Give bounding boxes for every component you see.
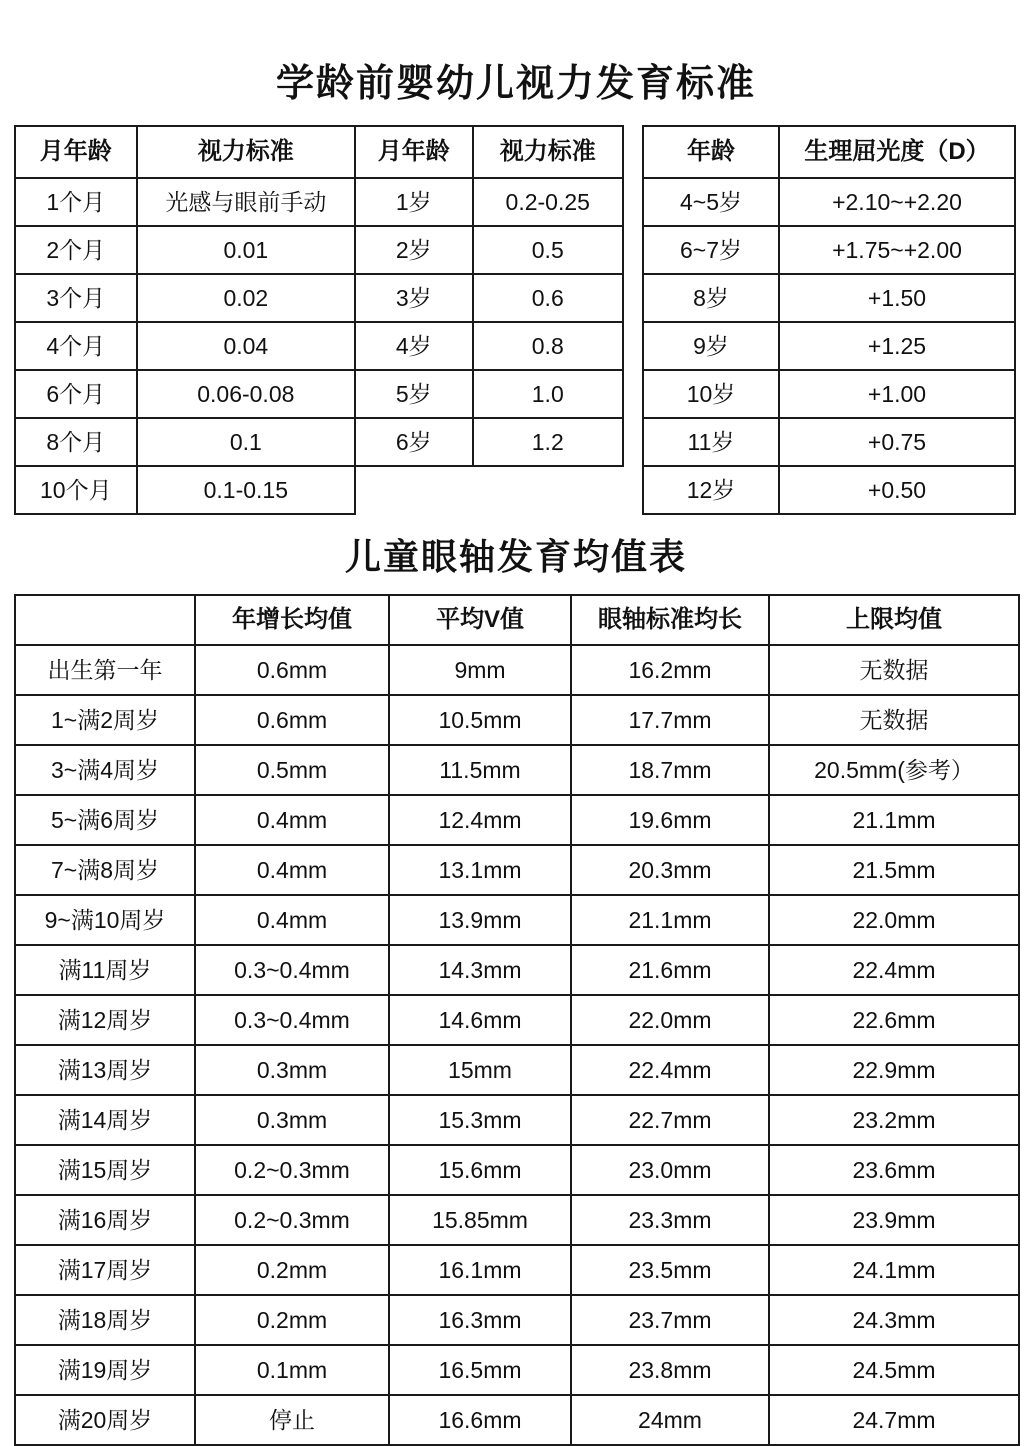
cell-upper-limit: 24.5mm [769,1345,1019,1395]
page-title: 学龄前婴幼儿视力发育标准 [275,63,756,105]
cell-age: 3个月 [15,274,137,322]
table-row [643,418,1015,466]
cell-diopter: +1.00 [779,370,1015,418]
document-page [0,52,1032,1433]
table-row [15,895,1019,945]
cell-age: 6个月 [15,370,137,418]
cell-vision: 0.1 [137,418,355,466]
section-title-axial: 儿童眼轴发育均值表 [344,536,687,577]
table-header-row [15,126,623,178]
cell-standard-length: 21.1mm [571,895,769,945]
cell-age-year: 6岁 [355,418,472,466]
cell-age-group: 满11周岁 [15,945,195,995]
cell-vision-year: 1.2 [473,418,623,466]
col-header-age-group [15,595,195,645]
cell-average-v: 16.6mm [389,1395,571,1445]
cell-standard-length: 22.0mm [571,995,769,1045]
col-header-annual-growth: 年增长均值 [195,595,389,645]
cell-standard-length: 22.7mm [571,1095,769,1145]
cell-standard-length: 23.5mm [571,1245,769,1295]
col-header-standard-length: 眼轴标准均长 [571,595,769,645]
cell-vision: 0.04 [137,322,355,370]
table-row [15,322,623,370]
cell-vision: 0.02 [137,274,355,322]
cell-upper-limit: 24.7mm [769,1395,1019,1445]
top-tables-row [14,125,1018,515]
table-row [15,178,623,226]
cell-upper-limit: 24.3mm [769,1295,1019,1345]
cell-annual-growth: 0.2~0.3mm [195,1195,389,1245]
cell-age-year: 2岁 [355,226,472,274]
table-row [15,1295,1019,1345]
cell-upper-limit: 20.5mm(参考） [769,745,1019,795]
cell-average-v: 13.9mm [389,895,571,945]
cell-average-v: 9mm [389,645,571,695]
cell-age: 1个月 [15,178,137,226]
cell-age: 8个月 [15,418,137,466]
cell-annual-growth: 0.3mm [195,1045,389,1095]
cell-vision: 光感与眼前手动 [137,178,355,226]
cell-annual-growth: 0.1mm [195,1345,389,1395]
col-header-diopter: 生理屈光度（D） [779,126,1015,178]
cell-annual-growth: 0.4mm [195,845,389,895]
cell-vision-year: 0.6 [473,274,623,322]
cell-annual-growth: 停止 [195,1395,389,1445]
cell-annual-growth: 0.6mm [195,645,389,695]
cell-average-v: 12.4mm [389,795,571,845]
cell-upper-limit: 22.9mm [769,1045,1019,1095]
cell-standard-length: 20.3mm [571,845,769,895]
cell-age-group: 5~满6周岁 [15,795,195,845]
table-row [15,1195,1019,1245]
col-header-upper-limit: 上限均值 [769,595,1019,645]
cell-diopter: +0.75 [779,418,1015,466]
cell-average-v: 15.6mm [389,1145,571,1195]
cell-annual-growth: 0.3mm [195,1095,389,1145]
table-row [643,274,1015,322]
cell-age-year: 1岁 [355,178,472,226]
cell-age-group: 7~满8周岁 [15,845,195,895]
cell-age: 10岁 [643,370,779,418]
cell-age: 8岁 [643,274,779,322]
table-row [15,695,1019,745]
cell-standard-length: 23.0mm [571,1145,769,1195]
table-row [15,645,1019,695]
cell-average-v: 15mm [389,1045,571,1095]
cell-age-group: 9~满10周岁 [15,895,195,945]
table-row [15,845,1019,895]
table-row [15,274,623,322]
cell-diopter: +2.10~+2.20 [779,178,1015,226]
col-header-vision-1: 视力标准 [137,126,355,178]
cell-standard-length: 19.6mm [571,795,769,845]
cell-average-v: 14.3mm [389,945,571,995]
cell-annual-growth: 0.3~0.4mm [195,995,389,1045]
cell-age-group: 满16周岁 [15,1195,195,1245]
cell-standard-length: 16.2mm [571,645,769,695]
cell-age-group: 满15周岁 [15,1145,195,1195]
table-row [643,322,1015,370]
cell-upper-limit: 22.4mm [769,945,1019,995]
table-row [643,466,1015,514]
cell-age-group: 满14周岁 [15,1095,195,1145]
table-row [643,370,1015,418]
cell-age-group: 1~满2周岁 [15,695,195,745]
cell-upper-limit: 23.9mm [769,1195,1019,1245]
cell-age: 10个月 [15,466,137,514]
cell-upper-limit: 21.1mm [769,795,1019,845]
cell-average-v: 16.1mm [389,1245,571,1295]
cell-vision: 0.1-0.15 [137,466,355,514]
cell-age: 12岁 [643,466,779,514]
table-row [15,745,1019,795]
col-header-month-age-1: 月年龄 [15,126,137,178]
cell-average-v: 11.5mm [389,745,571,795]
table-row [643,178,1015,226]
cell-age-group: 满20周岁 [15,1395,195,1445]
cell-average-v: 13.1mm [389,845,571,895]
cell-age-group: 满12周岁 [15,995,195,1045]
cell-diopter: +1.75~+2.00 [779,226,1015,274]
cell-average-v: 15.3mm [389,1095,571,1145]
cell-upper-limit: 23.2mm [769,1095,1019,1145]
cell-standard-length: 17.7mm [571,695,769,745]
cell-standard-length: 18.7mm [571,745,769,795]
table-row [15,226,623,274]
cell-standard-length: 23.3mm [571,1195,769,1245]
table-row [15,1345,1019,1395]
cell-average-v: 14.6mm [389,995,571,1045]
cell-age: 9岁 [643,322,779,370]
cell-average-v: 16.3mm [389,1295,571,1345]
cell-age-year: 4岁 [355,322,472,370]
cell-average-v: 15.85mm [389,1195,571,1245]
table-row [643,226,1015,274]
cell-empty [355,466,472,514]
physiological-refraction-table [642,125,1016,515]
cell-diopter: +0.50 [779,466,1015,514]
cell-age-group: 出生第一年 [15,645,195,695]
cell-average-v: 10.5mm [389,695,571,745]
col-header-average-v: 平均V值 [389,595,571,645]
cell-age-group: 满18周岁 [15,1295,195,1345]
table-row [15,466,623,514]
cell-age-group: 满17周岁 [15,1245,195,1295]
cell-annual-growth: 0.2mm [195,1295,389,1345]
cell-annual-growth: 0.5mm [195,745,389,795]
axial-length-table [14,594,1020,1446]
cell-upper-limit: 23.6mm [769,1145,1019,1195]
cell-average-v: 16.5mm [389,1345,571,1395]
table-row [15,370,623,418]
table-row [15,945,1019,995]
cell-annual-growth: 0.4mm [195,895,389,945]
cell-upper-limit: 22.6mm [769,995,1019,1045]
cell-vision-year: 1.0 [473,370,623,418]
vision-standard-table [14,125,624,515]
cell-annual-growth: 0.2mm [195,1245,389,1295]
col-header-age: 年龄 [643,126,779,178]
cell-age: 6~7岁 [643,226,779,274]
table-header-row [15,595,1019,645]
cell-vision: 0.06-0.08 [137,370,355,418]
cell-age-year: 5岁 [355,370,472,418]
col-header-vision-2: 视力标准 [473,126,623,178]
table-row [15,1245,1019,1295]
cell-upper-limit: 21.5mm [769,845,1019,895]
cell-upper-limit: 24.1mm [769,1245,1019,1295]
cell-standard-length: 24mm [571,1395,769,1445]
cell-vision-year: 0.5 [473,226,623,274]
cell-age: 4个月 [15,322,137,370]
cell-upper-limit: 22.0mm [769,895,1019,945]
cell-upper-limit: 无数据 [769,695,1019,745]
cell-vision-year: 0.2-0.25 [473,178,623,226]
table-row [15,1045,1019,1095]
cell-age-group: 3~满4周岁 [15,745,195,795]
cell-vision-year: 0.8 [473,322,623,370]
cell-standard-length: 23.8mm [571,1345,769,1395]
cell-vision: 0.01 [137,226,355,274]
cell-age: 11岁 [643,418,779,466]
table-row [15,995,1019,1045]
cell-annual-growth: 0.6mm [195,695,389,745]
cell-standard-length: 21.6mm [571,945,769,995]
cell-annual-growth: 0.4mm [195,795,389,845]
cell-annual-growth: 0.3~0.4mm [195,945,389,995]
cell-age-group: 满19周岁 [15,1345,195,1395]
cell-standard-length: 22.4mm [571,1045,769,1095]
cell-diopter: +1.25 [779,322,1015,370]
table-row [15,1395,1019,1445]
cell-upper-limit: 无数据 [769,645,1019,695]
cell-diopter: +1.50 [779,274,1015,322]
cell-age: 2个月 [15,226,137,274]
table-row [15,795,1019,845]
table-row [15,1095,1019,1145]
table-row [15,418,623,466]
cell-empty [473,466,623,514]
cell-age: 4~5岁 [643,178,779,226]
col-header-month-age-2: 月年龄 [355,126,472,178]
cell-age-group: 满13周岁 [15,1045,195,1095]
cell-annual-growth: 0.2~0.3mm [195,1145,389,1195]
table-row [15,1145,1019,1195]
cell-standard-length: 23.7mm [571,1295,769,1345]
cell-age-year: 3岁 [355,274,472,322]
table-header-row [643,126,1015,178]
